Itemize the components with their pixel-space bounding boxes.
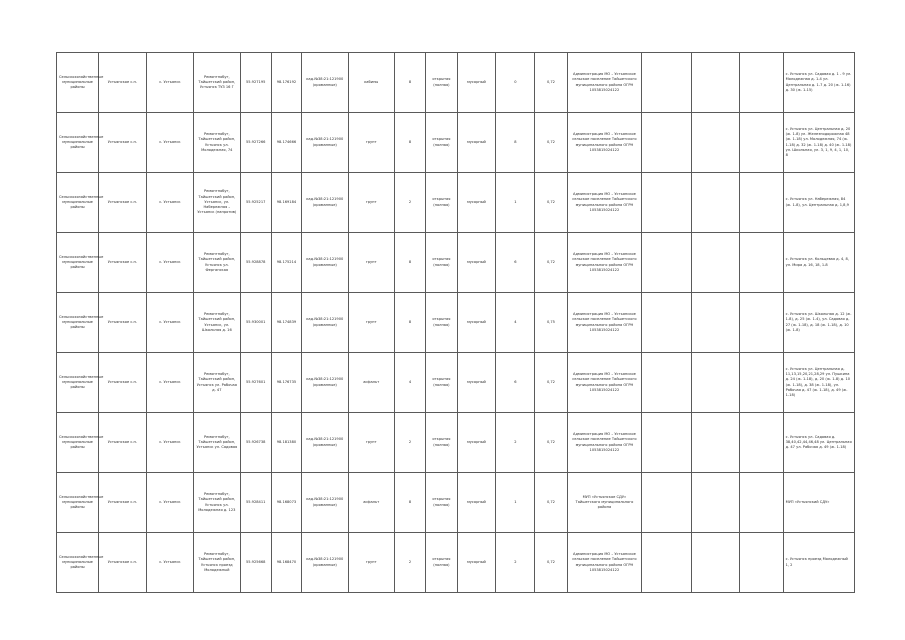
cell-empty-c: [740, 173, 783, 233]
cell-empty-c: [740, 533, 783, 593]
cell-empty-b: [691, 173, 740, 233]
cell-latitude: 55.926738: [240, 413, 271, 473]
cell-surface: грунт: [348, 533, 394, 593]
cell-type: открытая (полная): [426, 473, 457, 533]
cell-cadastral: кад.№38:21:121900 (кроманные): [302, 413, 348, 473]
cell-empty-b: [691, 233, 740, 293]
cell-empty-b: [691, 293, 740, 353]
cell-cadastral: кад.№38:21:121900 (кроманные): [302, 53, 348, 113]
cell-settlement: Устьянское с.п.: [99, 473, 147, 533]
cell-owner: Администрация МО – Устьянское сельское поселение Тайшетского муниципального района ОГРН 1053815024122: [567, 353, 642, 413]
cell-locality: с. Устьянск: [146, 293, 194, 353]
cell-settlement: Устьянское с.п.: [99, 113, 147, 173]
cell-empty-a: [642, 473, 692, 533]
cell-surface: асфальт: [348, 353, 394, 413]
cell-longitude: 98.175214: [271, 233, 301, 293]
cell-latitude: 55.927601: [240, 353, 271, 413]
cell-surface: грунт: [348, 413, 394, 473]
cell-served-objects: МУП «Устьянский СДУ»: [783, 473, 854, 533]
cell-volume: 0,72: [535, 353, 567, 413]
cell-empty-b: [691, 533, 740, 593]
cell-owner: Администрация МО – Устьянское сельское поселение Тайшетского муниципального района ОГРН 1053815024122: [567, 53, 642, 113]
table-row: [57, 113, 855, 173]
cell-address: Ремонтнобуг, Тайшетский район, Устьянск, ул. Школьная д. 16: [194, 293, 240, 353]
cell-address: Ремонтнобуг, Тайшетский район, Устьянск ул. Ферганская: [194, 233, 240, 293]
cell-settlement: Устьянское с.п.: [99, 533, 147, 593]
cell-settlement: Устьянское с.п.: [99, 293, 147, 353]
cell-category: Сельскохозяйственные муниципальные районы: [57, 293, 99, 353]
cell-empty-b: [691, 113, 740, 173]
cell-served-objects: с. Устьянск ул. Садовая д. 38,40,42,44,46,48 ул. Центральная д. 47 ул. Рабочая д. 49 (ж. 1-18): [783, 413, 854, 473]
cell-latitude: 55.925668: [240, 533, 271, 593]
cell-longitude: 98.168470: [271, 533, 301, 593]
cell-surface: грунт: [348, 293, 394, 353]
cell-settlement: Устьянское с.п.: [99, 53, 147, 113]
cell-locality: с. Устьянск: [146, 233, 194, 293]
cell-empty-c: [740, 53, 783, 113]
cell-empty-c: [740, 293, 783, 353]
cell-area: 8: [394, 233, 425, 293]
cell-empty-a: [642, 173, 692, 233]
cell-surface: грунт: [348, 173, 394, 233]
cell-type: открытая (полная): [426, 533, 457, 593]
cell-type: открытая (полная): [426, 293, 457, 353]
cell-served-objects: с. Устьянск ул. Центральная д. 20 (ж. 1-8) ул. Железнодорожная 48 (ж. 1-18) ул. Молодежная, 74 (ж. 1-18) д. 32 (ж. 1-18) д. 40 (ж. 1-18) ул. Школьная, ул. 3, 1, 9, 4, 1, 10, 8: [783, 113, 854, 173]
cell-empty-a: [642, 293, 692, 353]
cell-surface: грунт: [348, 233, 394, 293]
cell-settlement: Устьянское с.п.: [99, 173, 147, 233]
cell-empty-b: [691, 53, 740, 113]
cell-longitude: 98.176192: [271, 53, 301, 113]
cell-waste-kind: мусорный: [457, 293, 496, 353]
cell-owner: Администрация МО – Устьянское сельское поселение Тайшетского муниципального района ОГРН 1053815024122: [567, 173, 642, 233]
cell-owner: МУП «Устьянское СДУ» Тайшетского муниципального района: [567, 473, 642, 533]
cell-waste-kind: мусорный: [457, 233, 496, 293]
cell-containers: 6: [496, 233, 535, 293]
cell-category: Сельскохозяйственные муниципальные районы: [57, 473, 99, 533]
cell-type: открытая (полная): [426, 53, 457, 113]
table-row: [57, 233, 855, 293]
cell-locality: с. Устьянск: [146, 413, 194, 473]
cell-type: открытая (полная): [426, 113, 457, 173]
cell-empty-b: [691, 353, 740, 413]
cell-containers: 4: [496, 293, 535, 353]
cell-waste-kind: мусорный: [457, 173, 496, 233]
cell-volume: 0,72: [535, 533, 567, 593]
cell-category: Сельскохозяйственные муниципальные районы: [57, 113, 99, 173]
cell-address: Ремонтнобуг, Тайшетский район, Устьянск ул. Садовая: [194, 413, 240, 473]
cell-volume: 0,75: [535, 293, 567, 353]
cell-empty-b: [691, 473, 740, 533]
cell-waste-kind: мусорный: [457, 533, 496, 593]
cell-containers: 6: [496, 353, 535, 413]
cell-empty-a: [642, 113, 692, 173]
cell-category: Сельскохозяйственные муниципальные районы: [57, 173, 99, 233]
cell-served-objects: с. Устьянск ул. Садовая д. 1 - 9 ул. Молодежная д. 1-4 ул. Центральная д. 1-7 д. 20 (ж. 1-16) д. 30 (ж. 1-15): [783, 53, 854, 113]
cell-served-objects: с. Устьянск ул. Школьная д. 12 (ж. 1-8), д. 25 (ж. 1-4), ул. Садовая д. 27 (ж. 1-18), д. 18 (ж. 1-18), д. 10 (ж. 1-8): [783, 293, 854, 353]
cell-area: 4: [394, 353, 425, 413]
cell-area: 8: [394, 53, 425, 113]
cell-settlement: Устьянское с.п.: [99, 413, 147, 473]
cell-locality: с. Устьянск: [146, 173, 194, 233]
cell-type: открытая (полная): [426, 353, 457, 413]
cell-empty-c: [740, 233, 783, 293]
cell-waste-kind: мусорный: [457, 113, 496, 173]
cell-containers: 2: [496, 533, 535, 593]
table-row: [57, 53, 855, 113]
cell-cadastral: кад.№38:21:121900 (кроманные): [302, 113, 348, 173]
cell-waste-kind: мусорный: [457, 413, 496, 473]
table-row: [57, 173, 855, 233]
cell-empty-c: [740, 473, 783, 533]
cell-cadastral: кад.№38:21:121900 (кроманные): [302, 173, 348, 233]
cell-owner: Администрация МО – Устьянское сельское поселение Тайшетского муниципального района ОГРН 1053815024122: [567, 233, 642, 293]
cell-category: Сельскохозяйственные муниципальные районы: [57, 533, 99, 593]
cell-served-objects: с. Устьянск ул. Набережная, 84 (ж. 1-8), ул. Центральная д. 1,8,9: [783, 173, 854, 233]
cell-owner: Администрация МО – Устьянское сельское поселение Тайшетского муниципального района ОГРН 1053815024122: [567, 293, 642, 353]
cell-latitude: 55.928411: [240, 473, 271, 533]
cell-longitude: 98.174839: [271, 293, 301, 353]
cell-category: Сельскохозяйственные муниципальные районы: [57, 353, 99, 413]
cell-latitude: 55.925217: [240, 173, 271, 233]
cell-empty-b: [691, 413, 740, 473]
cell-cadastral: кад.№38:21:121900 (кроманные): [302, 473, 348, 533]
cell-area: 2: [394, 413, 425, 473]
cell-settlement: Устьянское с.п.: [99, 233, 147, 293]
cell-category: Сельскохозяйственные муниципальные районы: [57, 413, 99, 473]
cell-empty-a: [642, 53, 692, 113]
cell-latitude: 55.927195: [240, 53, 271, 113]
cell-owner: Администрация МО – Устьянское сельское поселение Тайшетского муниципального района ОГРН 1053815024122: [567, 113, 642, 173]
cell-cadastral: кад.№38:21:121900 (кроманные): [302, 293, 348, 353]
cell-owner: Администрация МО – Устьянское сельское поселение Тайшетского муниципального района ОГРН 1053815024122: [567, 413, 642, 473]
cell-waste-kind: мусорный: [457, 473, 496, 533]
table-row: [57, 533, 855, 593]
cell-volume: 0,72: [535, 473, 567, 533]
cell-locality: с. Устьянск: [146, 53, 194, 113]
cell-waste-kind: мусорный: [457, 53, 496, 113]
cell-empty-a: [642, 353, 692, 413]
table-row: [57, 293, 855, 353]
table-row: [57, 473, 855, 533]
cell-empty-c: [740, 353, 783, 413]
cell-category: Сельскохозяйственные муниципальные районы: [57, 233, 99, 293]
cell-surface: асфальт: [348, 473, 394, 533]
cell-longitude: 98.176735: [271, 353, 301, 413]
cell-address: Ремонтнобуг, Тайшетский район, Устьянск ул. Молодежная д. 123: [194, 473, 240, 533]
cell-type: открытая (полная): [426, 413, 457, 473]
cell-empty-c: [740, 413, 783, 473]
cell-longitude: 98.174666: [271, 113, 301, 173]
waste-sites-register-table: [56, 52, 855, 593]
cell-waste-kind: мусорный: [457, 353, 496, 413]
cell-longitude: 98.181380: [271, 413, 301, 473]
cell-latitude: 55.928878: [240, 233, 271, 293]
cell-locality: с. Устьянск: [146, 473, 194, 533]
cell-containers: 0: [496, 53, 535, 113]
cell-cadastral: кад.№38:21:121900 (кроманные): [302, 533, 348, 593]
cell-address: Ремонтнобуг, Тайшетский район, Устьянск ул. Молодежная, 74: [194, 113, 240, 173]
cell-volume: 0,72: [535, 113, 567, 173]
cell-served-objects: с. Устьянск ул. Кольцевая д. 4, 8, ул. Мира д. 16, 18, 1-8: [783, 233, 854, 293]
cell-category: Сельскохозяйственные муниципальные районы: [57, 53, 99, 113]
cell-type: открытая (полная): [426, 233, 457, 293]
cell-empty-c: [740, 113, 783, 173]
cell-cadastral: кад.№38:21:121900 (кроманные): [302, 233, 348, 293]
cell-area: 8: [394, 113, 425, 173]
cell-settlement: Устьянское с.п.: [99, 353, 147, 413]
cell-volume: 0,72: [535, 413, 567, 473]
cell-served-objects: с. Устьянск ул. Центральная д. 11,13,15,20,21,28,29 ул. Пушкина д. 24 (ж. 1-18), д. 20 (ж. 1-8) д. 10 (ж. 1-18), д. 38 (ж. 1-18), ул. Рабочая д. 47 (ж. 1-18), д. 49 (ж. 1-18): [783, 353, 854, 413]
cell-owner: Администрация МО – Устьянское сельское поселение Тайшетского муниципального района ОГРН 1053815024122: [567, 533, 642, 593]
cell-containers: 2: [496, 413, 535, 473]
cell-surface: кабины: [348, 53, 394, 113]
cell-cadastral: кад.№38:21:121900 (кроманные): [302, 353, 348, 413]
cell-empty-a: [642, 233, 692, 293]
cell-served-objects: с. Устьянск проезд Молодежный 1, 2: [783, 533, 854, 593]
cell-surface: грунт: [348, 113, 394, 173]
cell-address: Ремонтнобуг, Тайшетский район, Устьянск ТУЗ 16 Г: [194, 53, 240, 113]
cell-empty-a: [642, 413, 692, 473]
cell-longitude: 98.168073: [271, 473, 301, 533]
cell-locality: с. Устьянск: [146, 533, 194, 593]
cell-area: 2: [394, 173, 425, 233]
cell-locality: с. Устьянск: [146, 353, 194, 413]
table-row: [57, 413, 855, 473]
cell-type: открытая (полная): [426, 173, 457, 233]
cell-volume: 0,72: [535, 173, 567, 233]
cell-latitude: 55.930001: [240, 293, 271, 353]
cell-address: Ремонтнобуг, Тайшетский район, Устьянск ул. Рабочая д. 47: [194, 353, 240, 413]
cell-area: 8: [394, 473, 425, 533]
cell-locality: с. Устьянск: [146, 113, 194, 173]
cell-containers: 8: [496, 113, 535, 173]
cell-volume: 0,72: [535, 233, 567, 293]
cell-containers: 1: [496, 473, 535, 533]
cell-longitude: 98.169184: [271, 173, 301, 233]
table-row: [57, 353, 855, 413]
cell-address: Ремонтнобуг, Тайшетский район, Устьянск, ул. Набережная – Устьянск (напротив): [194, 173, 240, 233]
cell-latitude: 55.927266: [240, 113, 271, 173]
cell-volume: 0,72: [535, 53, 567, 113]
cell-containers: 1: [496, 173, 535, 233]
cell-area: 2: [394, 533, 425, 593]
cell-area: 8: [394, 293, 425, 353]
cell-empty-a: [642, 533, 692, 593]
cell-address: Ремонтнобуг, Тайшетский район, Устьянск проезд Молодежный: [194, 533, 240, 593]
